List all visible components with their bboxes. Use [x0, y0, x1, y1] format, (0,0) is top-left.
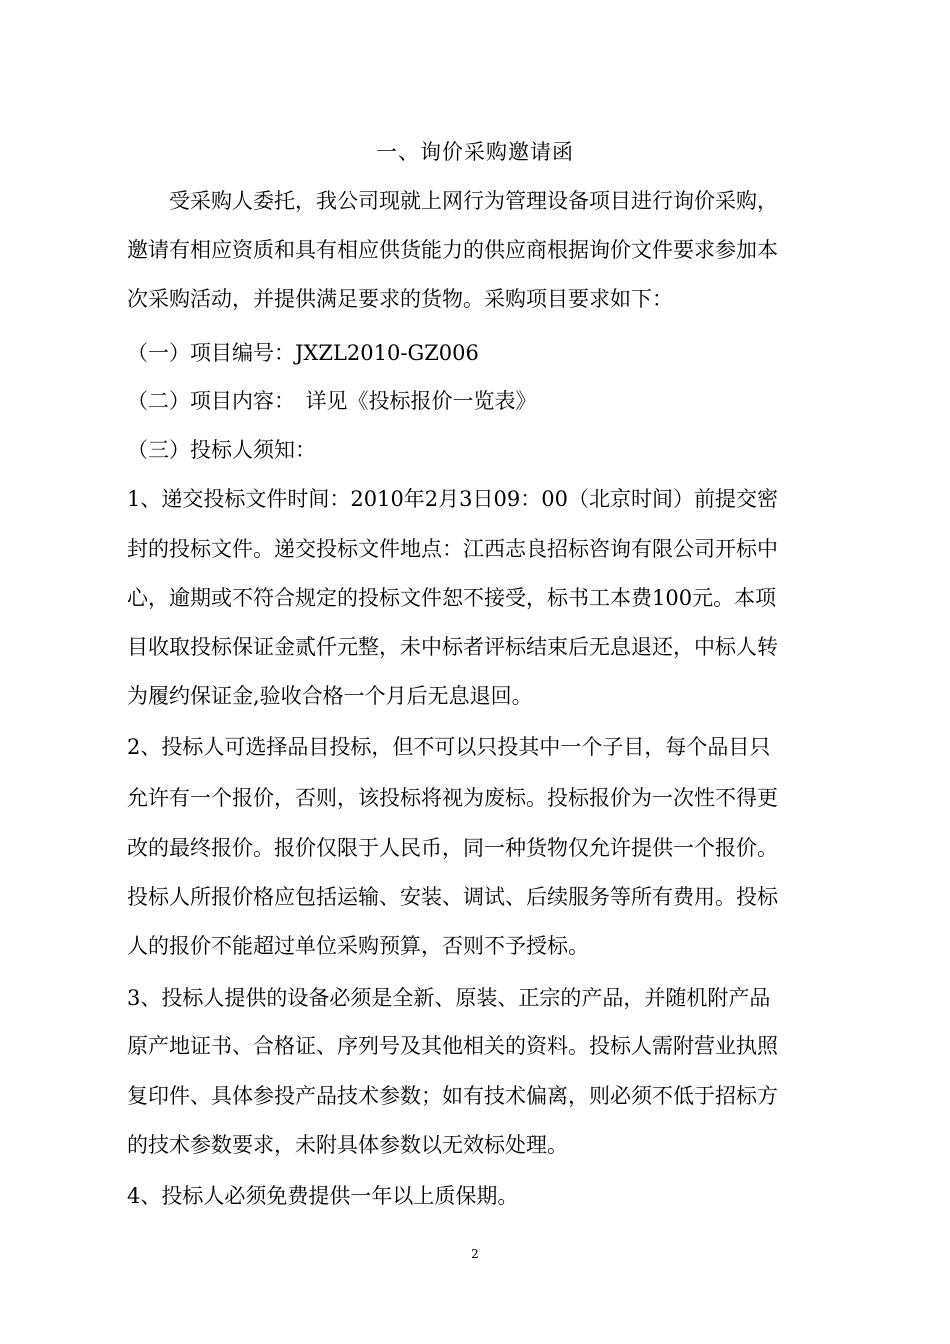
paragraph-line: 目收取投标保证金贰仟元整，未中标者评标结束后无息退还，中标人转: [127, 635, 778, 659]
paragraph-line: 1、递交投标文件时间：2010年2月3日09：00（北京时间）前提交密: [127, 487, 778, 511]
document-title: 一、询价采购邀请函: [376, 140, 574, 164]
paragraph-line: 人的报价不能超过单位采购预算，否则不予授标。: [127, 934, 589, 958]
paragraph-line: 2、投标人可选择品目投标，但不可以只投其中一个子目，每个品目只: [127, 735, 771, 759]
paragraph-line: 3、投标人提供的设备必须是全新、原装、正宗的产品，并随机附产品: [127, 986, 771, 1010]
paragraph-line: 受采购人委托，我公司现就上网行为管理设备项目进行询价采购，: [127, 189, 778, 213]
paragraph-line: 为履约保证金,验收合格一个月后无息退回。: [127, 684, 533, 708]
paragraph-line: 次采购活动，并提供满足要求的货物。采购项目要求如下：: [127, 287, 673, 311]
paragraph-line: 心，逾期或不符合规定的投标文件恕不接受，标书工本费100元。本项: [127, 586, 777, 610]
paragraph-line: 允许有一个报价，否则，该投标将视为废标。投标报价为一次性不得更: [127, 786, 778, 810]
paragraph-line: 的技术参数要求，未附具体参数以无效标处理。: [127, 1133, 568, 1157]
paragraph-line: 复印件、具体参投产品技术参数；如有技术偏离，则必须不低于招标方: [127, 1084, 778, 1108]
project-number-line: （一）项目编号：JXZL2010-GZ006: [127, 341, 479, 365]
paragraph-line: 邀请有相应资质和具有相应供货能力的供应商根据询价文件要求参加本: [127, 238, 778, 262]
page-number: 2: [471, 1247, 479, 1261]
paragraph-line: 封的投标文件。递交投标文件地点：江西志良招标咨询有限公司开标中: [127, 537, 778, 561]
project-content-line: （二）项目内容： 详见《投标报价一览表》: [127, 389, 537, 413]
paragraph-line: 4、投标人必须免费提供一年以上质保期。: [127, 1184, 519, 1208]
bidder-notice-heading: （三）投标人须知：: [127, 438, 316, 462]
paragraph-line: 原产地证书、合格证、序列号及其他相关的资料。投标人需附营业执照: [127, 1034, 778, 1058]
paragraph-line: 投标人所报价格应包括运输、安装、调试、后续服务等所有费用。投标: [127, 885, 778, 909]
paragraph-line: 改的最终报价。报价仅限于人民币，同一种货物仅允许提供一个报价。: [127, 836, 778, 860]
